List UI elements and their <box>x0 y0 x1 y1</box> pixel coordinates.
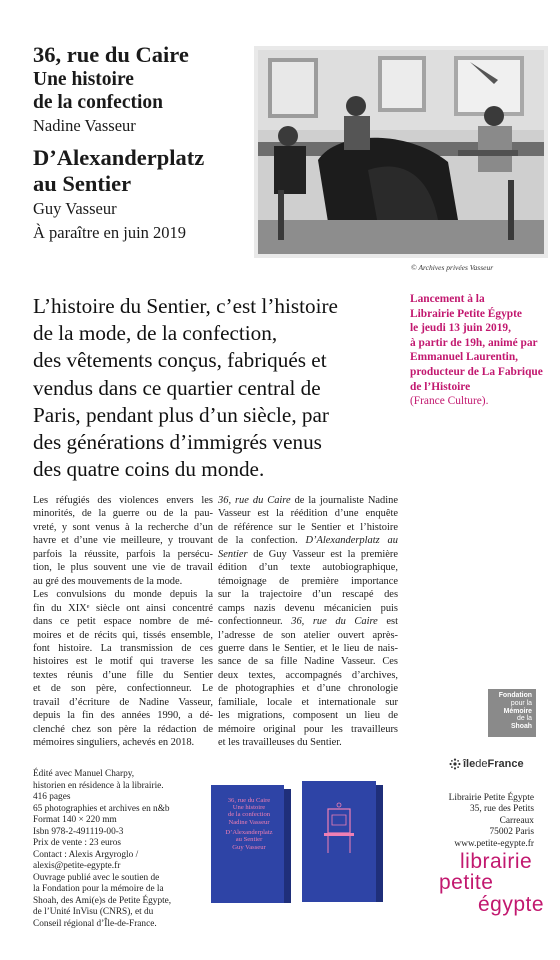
body-line: histoires est le motif qui traverse les <box>33 656 213 668</box>
body-line: moires et de récits qui, tissés ensemble, <box>33 629 213 641</box>
body-text: de la journaliste Nadine <box>290 495 398 506</box>
body-line: au gré des mouvements de la mode. <box>33 575 183 587</box>
body-line: Les convulsions du monde depuis la <box>33 589 213 601</box>
body-line: mémoire original pour les travailleurs <box>218 723 398 735</box>
launch-line: (France Culture). <box>410 395 489 408</box>
launch-line: Librairie Petite Égypte <box>410 307 522 320</box>
body-column-1 <box>33 494 213 750</box>
lead-line: des quatre coins du monde. <box>33 457 265 482</box>
bookshop-address <box>428 793 534 850</box>
body-line: minorités, de la guerre ou de la pau- <box>33 508 213 520</box>
colophon-line: Format 140 × 220 mm <box>33 815 117 825</box>
address-line: 35, rue des Petits <box>469 804 534 815</box>
body-line: vreté, y sont venus à la recherche d’un <box>33 521 213 533</box>
book-title-1: 36, rue du Caire <box>33 42 189 67</box>
body-line: les migrations, composent un lieu de <box>218 710 398 722</box>
body-line: clenché chez son père la rédaction de <box>33 723 213 735</box>
body-line: guerre dans le Sentier, et le lieu de nais- <box>218 642 398 654</box>
body-line: l’adresse de son atelier ouvert après- <box>218 629 398 641</box>
book-title-italic: 36, rue du Caire <box>291 616 378 628</box>
logo-line: égypte <box>478 893 545 916</box>
colophon-line: Isbn 978-2-491119-00-3 <box>33 826 124 837</box>
body-text: confectionneur. <box>218 616 292 628</box>
book-subtitle-line-2: de la confection <box>33 92 163 113</box>
address-line: Librairie Petite Égypte <box>448 793 534 803</box>
colophon-line: historien en résidence à la librairie. <box>33 780 164 791</box>
book-title-italic: 36, rue du Caire <box>218 495 291 506</box>
librairie-petite-egypte-logo <box>438 850 545 930</box>
body-line: dans ce petit espace nombre de mé- <box>33 616 213 628</box>
body-line: et de son père, confectionneur. Le <box>33 683 213 695</box>
archive-photo <box>254 46 548 258</box>
lead-paragraph <box>33 293 385 483</box>
colophon-line: Édité avec Manuel Charpy, <box>33 769 135 779</box>
iledefrance-logo <box>449 758 524 770</box>
body-line: fin du XIXᵉ siècle ont ainsi concentré <box>33 602 213 614</box>
book-cover-text: de la confection <box>227 811 271 818</box>
address-line: 75002 Paris <box>489 827 534 838</box>
body-line: havre et d’une vie meilleure, y trouvant <box>33 535 213 547</box>
book-title-2-line-2: au Sentier <box>33 171 132 196</box>
book-cover-text: D’Alexanderplatz <box>225 829 273 836</box>
body-text: de la confection. <box>218 535 306 547</box>
colophon-line: Shoah, des Ami(e)s de Petite Égypte, <box>33 895 172 906</box>
author-1: Nadine Vasseur <box>33 116 136 135</box>
book-cover-front <box>211 785 284 903</box>
book-cover-text: au Sentier <box>235 836 263 843</box>
body-line <box>218 615 398 628</box>
lead-line: des générations d’immigrés venus <box>33 430 322 455</box>
body-line: textes réunis d’une fille du Sentier <box>33 669 213 681</box>
colophon-line: Prix de vente : 23 euros <box>33 838 122 848</box>
lead-line: vendus dans ce quartier central de <box>33 375 321 400</box>
book-title-italic: Sentier <box>218 548 248 560</box>
book-subtitle-line-1: Une histoire <box>33 69 134 90</box>
colophon-line: 416 pages <box>33 792 71 802</box>
body-line <box>218 494 398 507</box>
body-line: travail d’écriture de Nadine Vasseur, <box>33 696 213 708</box>
iledefrance-wordmark <box>463 758 524 770</box>
body-line: deux textes, accompagnés d’archives, <box>218 669 398 681</box>
body-line: font histoire. La transmission de ces <box>33 642 213 654</box>
colophon-line: 65 photographies et archives en n&b <box>33 803 170 814</box>
fondation-logo-text: Fondation <box>498 692 532 699</box>
fondation-logo-text: Mémoire <box>503 707 532 715</box>
author-2: Guy Vasseur <box>33 199 117 218</box>
logo-line: librairie <box>460 850 533 873</box>
book-cover-text: 36, rue du Caire <box>227 797 271 804</box>
body-line: mémoires singuliers, achevés en 2018. <box>33 737 195 749</box>
launch-announcement <box>410 292 558 409</box>
book-cover-text: Nadine Vasseur <box>228 819 270 826</box>
body-line <box>218 534 398 547</box>
website-link[interactable]: www.petite-egypte.fr <box>454 838 534 849</box>
book-title-italic: D’Alexanderplatz au <box>305 535 398 547</box>
book-cover-text: Une histoire <box>232 804 266 811</box>
iledefrance-ile: île <box>463 758 476 770</box>
lead-line: de la mode, de la confection, <box>33 321 278 346</box>
photo-credit: © Archives privées Vasseur <box>411 263 494 272</box>
logo-line: petite <box>439 871 494 894</box>
fondation-logo-text: Shoah <box>510 723 532 731</box>
body-line: de photographies et d’une chronologie <box>218 683 398 695</box>
body-line: Vasseur est la réédition d’une enquête <box>218 508 398 520</box>
lead-line: Paris, pendant plus d’un siècle, par <box>33 402 329 427</box>
body-line: depuis la fin des années 1990, a dé- <box>33 710 213 722</box>
body-line: Les réfugiés des violences envers les <box>33 495 213 506</box>
colophon-line: de l’Unité InVisu (CNRS), et du <box>33 907 154 917</box>
launch-line: de l’Histoire <box>410 380 471 393</box>
body-line: familiale, locale et internationale sur <box>218 696 398 708</box>
body-line: de référence sur le Sentier et l’histoire <box>218 521 398 533</box>
body-text: est <box>377 616 398 628</box>
body-line: et les travailleuses du Sentier. <box>218 737 342 749</box>
star-icon <box>449 758 461 770</box>
body-line: témoignage de première importance <box>218 575 398 587</box>
workshop-photo-image <box>258 50 544 254</box>
book-title-2-line-1: D’Alexanderplatz <box>33 145 205 170</box>
book-cover-back <box>302 781 376 902</box>
body-line: tion, le plus souvent une vie de travail <box>33 562 213 574</box>
book-cover-text: Guy Vasseur <box>232 844 266 851</box>
fondation-shoah-logo <box>488 689 536 737</box>
body-text: de Guy Vasseur est la première <box>247 548 398 560</box>
release-date: À paraître en juin 2019 <box>33 223 187 242</box>
colophon-line: la Fondation pour la mémoire de la <box>33 884 164 894</box>
iledefrance-de: de <box>475 758 488 770</box>
sewing-machine-illustration <box>302 781 376 902</box>
fondation-logo-text: de la <box>517 715 532 723</box>
lead-line: L’histoire du Sentier, c’est l’histoire <box>33 294 338 318</box>
colophon-line: Contact : Alexis Argyroglo / <box>33 849 139 860</box>
lead-line: des vêtements conçus, fabriqués et <box>33 348 327 373</box>
title-block <box>33 42 258 243</box>
fondation-logo-text: pour la <box>510 699 532 707</box>
iledefrance-france: France <box>487 758 524 770</box>
workshop-photo-illustration <box>258 50 544 254</box>
body-column-2 <box>218 494 398 750</box>
colophon-line: alexis@petite-egypte.fr <box>33 861 121 871</box>
colophon-line: Ouvrage publié avec le soutien de <box>33 872 160 883</box>
body-line: édition d’un texte autobiographique, <box>218 562 398 574</box>
launch-line: Lancement à la <box>410 293 485 305</box>
launch-line: le jeudi 13 juin 2019, <box>410 322 511 335</box>
body-line: sance de sa fille Nadine Vasseur. Ces <box>218 656 398 668</box>
launch-line: producteur de La Fabrique <box>410 365 543 378</box>
launch-line: à partir de 19h, animé par <box>410 336 538 349</box>
launch-line: Emmanuel Laurentin, <box>410 351 519 364</box>
colophon-line: Conseil régional d’Île-de-France. <box>33 918 157 929</box>
body-line <box>218 548 398 561</box>
body-line: sur la trajectoire d’un rescapé des <box>218 589 398 601</box>
body-line: camps nazis devenu mécanicien puis <box>218 602 398 614</box>
body-line: parfois la réussite, parfois la persécu- <box>33 548 213 560</box>
colophon <box>33 769 213 930</box>
address-line: Carreaux <box>499 815 534 826</box>
